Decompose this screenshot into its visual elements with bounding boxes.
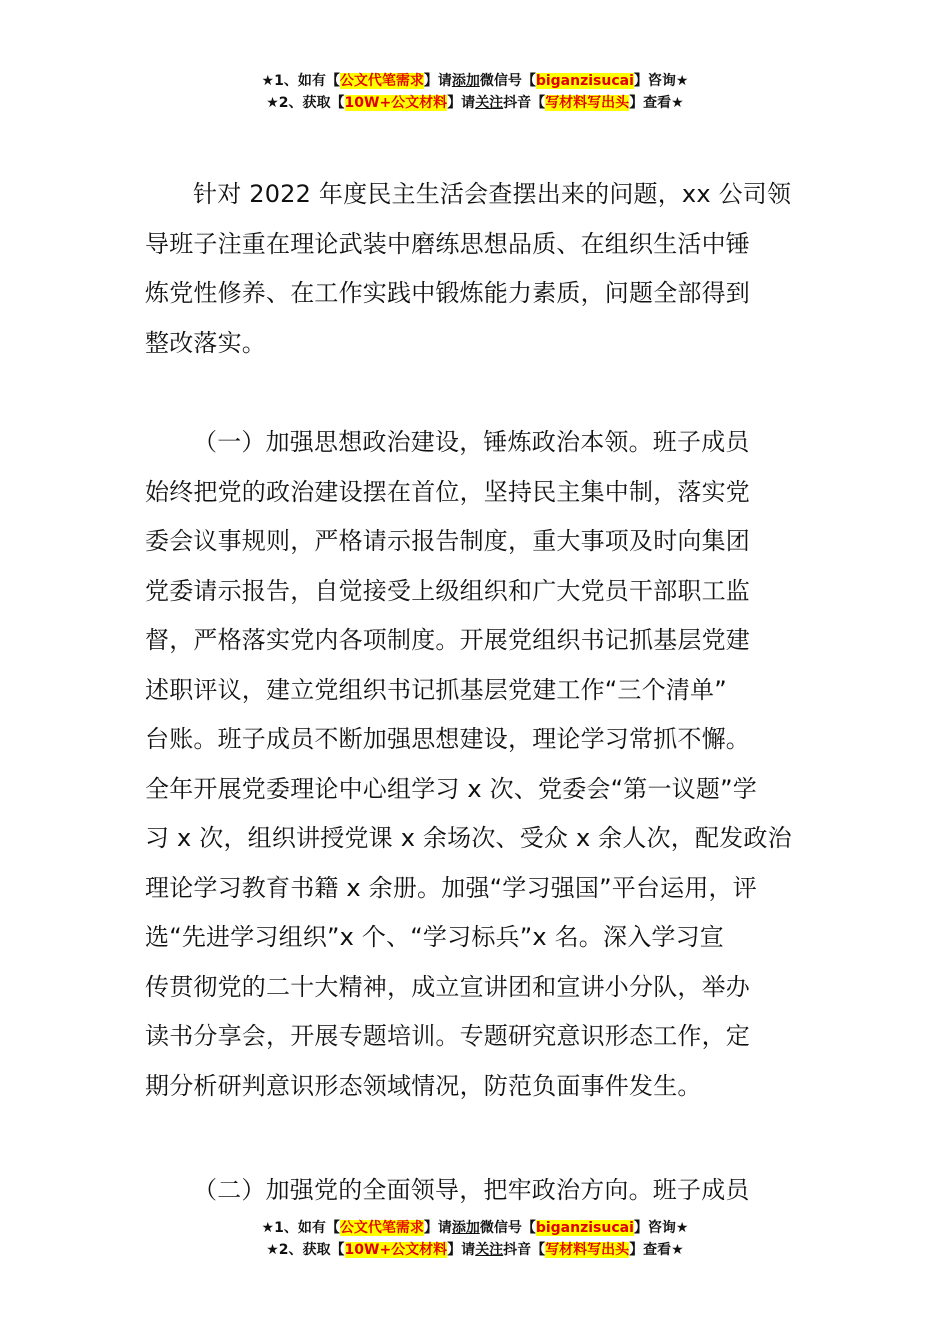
paragraph-section-1	[145, 418, 807, 1111]
banner-text: 微信号【	[479, 1220, 536, 1236]
text-line: 针对 2022 年度民主生活会查摆出来的问题，xx 公司领	[193, 180, 792, 208]
banner-line-2	[0, 92, 950, 114]
text-line: 期分析研判意识形态领域情况，防范负面事件发生。	[145, 1071, 702, 1100]
text-line: 读书分享会，开展专题培训。专题研究意识形态工作，定	[145, 1022, 750, 1050]
text-line: 习 x 次，组织讲授党课 x 余场次、受众 x 余人次，配发政治	[145, 824, 792, 852]
text-line: 始终把党的政治建设摆在首位，坚持民主集中制，落实党	[145, 477, 750, 506]
banner-highlight: 公文代笔需求	[339, 73, 424, 89]
banner-text: 】请	[447, 95, 476, 111]
banner-text: 】查看★	[629, 95, 684, 111]
banner-text: 】咨询★	[633, 73, 689, 89]
text-line: 委会议事规则，严格请示报告制度，重大事项及时向集团	[145, 527, 750, 555]
text-line: 台账。班子成员不断加强思想建设，理论学习常抓不懈。	[145, 725, 750, 753]
banner-text: 抖音【	[503, 95, 546, 111]
banner-text: ★1、如有【	[261, 1220, 340, 1236]
banner-highlight: 写材料写出头	[545, 1242, 630, 1258]
banner-line-1	[0, 70, 950, 92]
paragraph-section-2	[145, 1166, 807, 1216]
banner-text: 】查看★	[629, 1242, 684, 1258]
banner-highlight: biganzisucai	[535, 73, 634, 89]
text-line: 导班子注重在理论武装中磨练思想品质、在组织生活中锤	[145, 229, 750, 258]
banner-text: 抖音【	[503, 1242, 546, 1258]
banner-text: ★1、如有【	[261, 73, 340, 89]
text-line: 党委请示报告，自觉接受上级组织和广大党员干部职工监	[145, 576, 750, 605]
banner-line-2	[0, 1239, 950, 1261]
header-banner	[0, 70, 950, 114]
text-line: 选“先进学习组织”x 个、“学习标兵”x 名。深入学习宣	[145, 923, 724, 951]
banner-line-1	[0, 1217, 950, 1239]
text-line: 述职评议，建立党组织书记抓基层党建工作“三个清单”	[145, 675, 727, 704]
text-line: （一）加强思想政治建设，锤炼政治本领。班子成员	[193, 428, 750, 456]
banner-underline: 添加	[451, 1220, 480, 1236]
text-line: 传贯彻党的二十大精神，成立宣讲团和宣讲小分队，举办	[145, 972, 750, 1001]
text-line: （二）加强党的全面领导，把牢政治方向。班子成员	[193, 1176, 750, 1204]
text-line: 理论学习教育书籍 x 余册。加强“学习强国”平台运用，评	[145, 873, 757, 902]
banner-underline: 关注	[475, 1242, 504, 1258]
banner-text: 微信号【	[479, 73, 536, 89]
banner-highlight: 写材料写出头	[545, 95, 630, 111]
banner-text: ★2、获取【	[266, 95, 345, 111]
banner-text: 】咨询★	[633, 1220, 689, 1236]
banner-underline: 关注	[475, 95, 504, 111]
text-line: 全年开展党委理论中心组学习 x 次、党委会“第一议题”学	[145, 774, 757, 803]
banner-highlight: 10W+公文材料	[344, 1242, 448, 1258]
banner-highlight: biganzisucai	[535, 1220, 634, 1236]
paragraph-intro	[145, 170, 807, 368]
banner-text: ★2、获取【	[266, 1242, 345, 1258]
banner-highlight: 公文代笔需求	[339, 1220, 424, 1236]
footer-banner	[0, 1217, 950, 1261]
text-line: 整改落实。	[145, 328, 266, 357]
banner-text: 】请	[423, 1220, 452, 1236]
banner-text: 】请	[447, 1242, 476, 1258]
text-line: 督，严格落实党内各项制度。开展党组织书记抓基层党建	[145, 626, 750, 654]
banner-underline: 添加	[451, 73, 480, 89]
text-line: 炼党性修养、在工作实践中锻炼能力素质，问题全部得到	[145, 279, 750, 307]
banner-highlight: 10W+公文材料	[344, 95, 448, 111]
banner-text: 】请	[423, 73, 452, 89]
